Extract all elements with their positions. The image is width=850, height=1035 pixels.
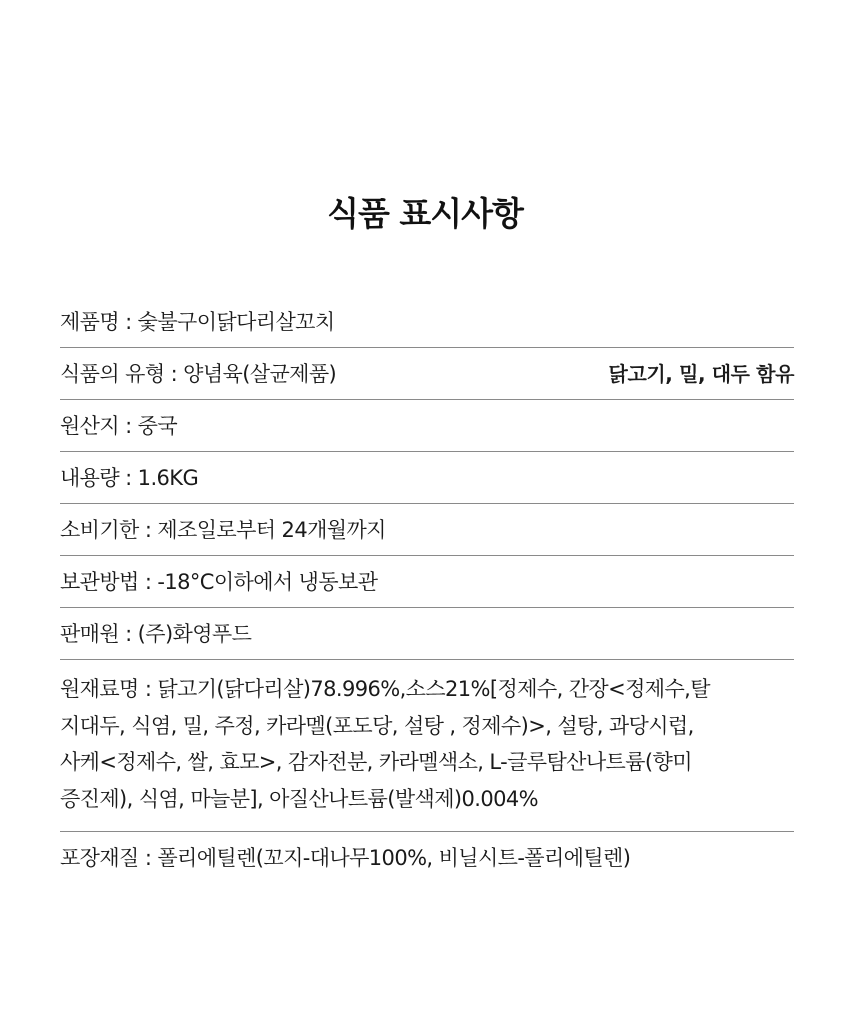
row-expiry [60,504,794,556]
row-seller [60,608,794,660]
allergen-notice: 닭고기, 밀, 대두 함유 [608,362,794,386]
food-type-text: 식품의 유형 : 양념육(살균제품) [60,362,337,386]
label-table [60,296,794,884]
origin-text: 원산지 : 중국 [60,414,178,438]
row-storage [60,556,794,608]
ingredients-line: 사케<정제수, 쌀, 효모>, 감자전분, 카라멜색소, L-글루탐산나트륨(향미 [60,750,692,774]
net-weight-text: 내용량 : 1.6KG [60,466,199,490]
ingredients-line: 증진제), 식염, 마늘분], 아질산나트륨(발색제)0.004% [60,786,538,811]
row-ingredients [60,660,794,832]
row-net-weight [60,452,794,504]
product-name-text: 제품명 : 숯불구이닭다리살꼬치 [60,310,335,334]
row-packaging [60,832,794,884]
seller-text: 판매원 : (주)화영푸드 [60,622,252,646]
storage-text: 보관방법 : -18°C이하에서 냉동보관 [60,570,378,594]
row-product-name [60,296,794,348]
page-title: 식품 표시사항 [327,194,523,233]
expiry-text: 소비기한 : 제조일로부터 24개월까지 [60,518,386,542]
ingredients-line: 지대두, 식염, 밀, 주정, 카라멜(포도당, 설탕 , 정제수)>, 설탕, 과당시럽, [60,713,694,738]
row-food-type [60,348,794,400]
ingredients-line: 원재료명 : 닭고기(닭다리살)78.996%,소스21%[정제수, 간장<정제수,탈 [60,677,710,701]
row-origin [60,400,794,452]
packaging-text: 포장재질 : 폴리에틸렌(꼬지-대나무100%, 비닐시트-폴리에틸렌) [60,846,631,870]
